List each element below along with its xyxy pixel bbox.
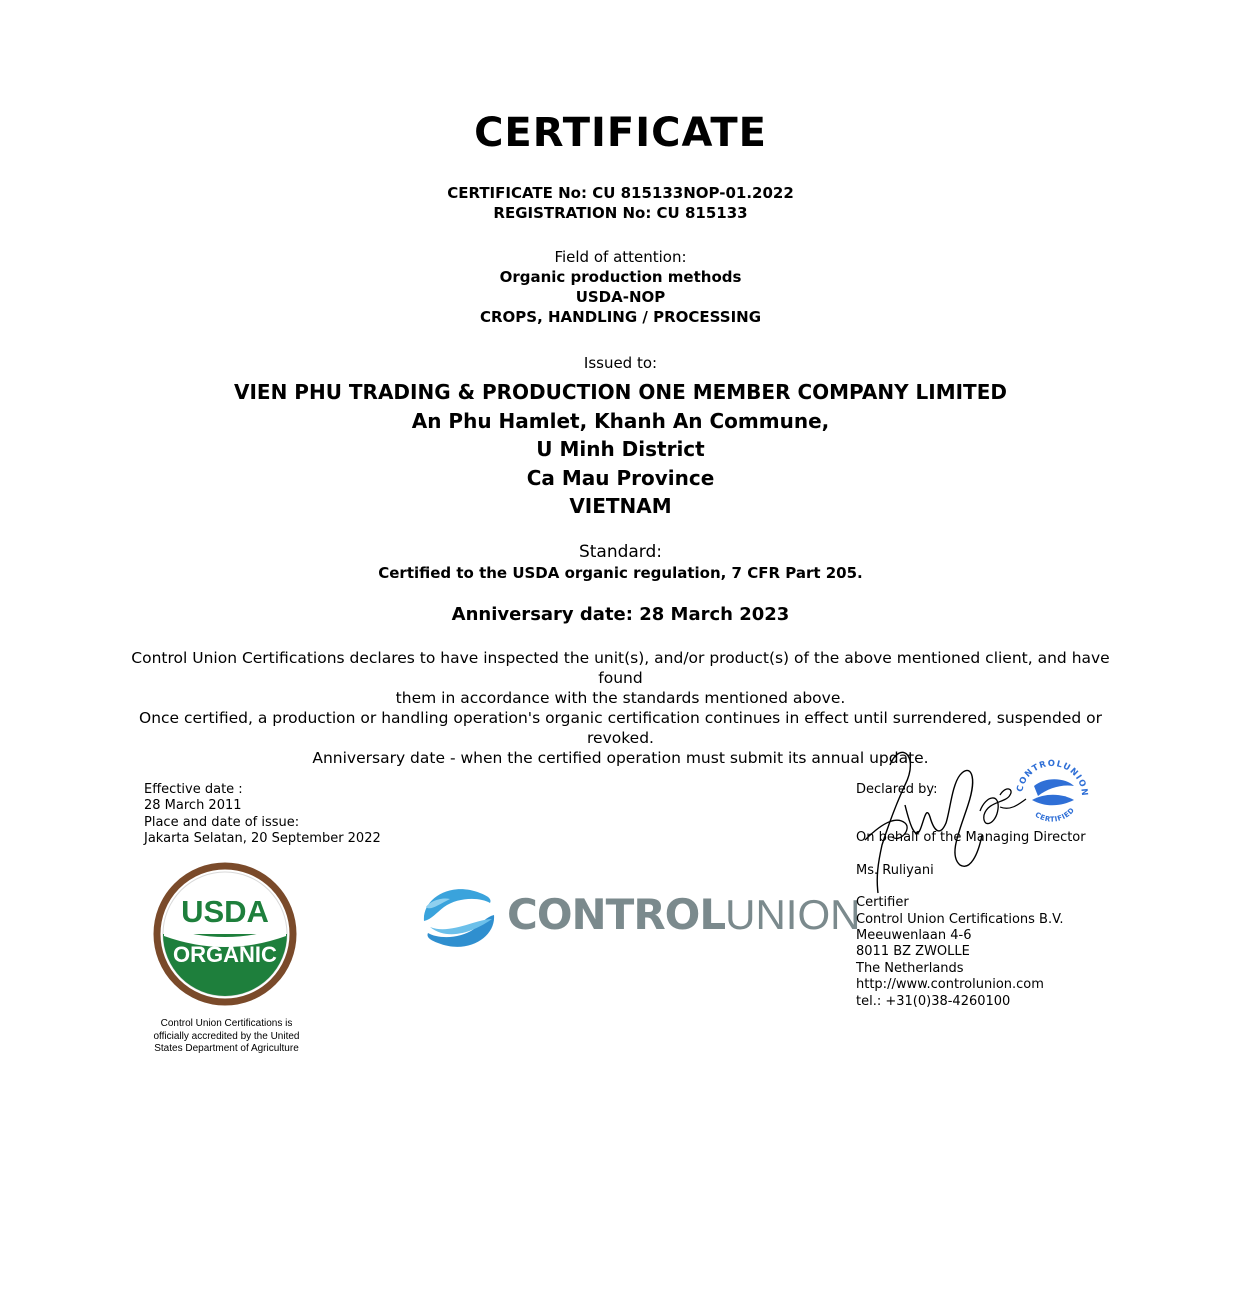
effective-date-label: Effective date : bbox=[144, 782, 243, 797]
on-behalf-text: On behalf of the Managing Director bbox=[856, 830, 1086, 846]
certifier-postcode: 8011 BZ ZWOLLE bbox=[856, 944, 970, 960]
company-name: VIEN PHU TRADING & PRODUCTION ONE MEMBER COMPANY LIMITED bbox=[234, 380, 1007, 404]
certifier-phone: tel.: +31(0)38-4260100 bbox=[856, 993, 1011, 1009]
usda-seal-top-text: USDA bbox=[181, 894, 269, 929]
certifier-country: The Netherlands bbox=[856, 960, 964, 976]
certificate-numbers bbox=[0, 183, 1241, 223]
anniversary-date: Anniversary date: 28 March 2023 bbox=[451, 604, 790, 625]
issue-details bbox=[144, 782, 381, 848]
standard-text: Certified to the USDA organic regulation, 7 CFR Part 205. bbox=[378, 564, 863, 582]
wordmark-bold: CONTROL bbox=[507, 890, 726, 939]
standard-label: Standard: bbox=[578, 542, 663, 562]
certified-stamp-icon bbox=[1012, 756, 1092, 836]
declaration-line: them in accordance with the standards mentioned above. bbox=[395, 689, 846, 707]
address-line: Ca Mau Province bbox=[526, 465, 715, 490]
declared-by-label: Declared by: bbox=[856, 782, 938, 797]
certifier-label: Certifier bbox=[856, 895, 909, 911]
address-line: U Minh District bbox=[536, 437, 705, 461]
place-date: Jakarta Selatan, 20 September 2022 bbox=[144, 831, 381, 847]
usda-seal-bottom-text: ORGANIC bbox=[173, 942, 277, 967]
field-line: CROPS, HANDLING / PROCESSING bbox=[479, 308, 762, 326]
usda-caption-line: officially accredited by the United bbox=[153, 1030, 300, 1042]
registration-number: REGISTRATION No: CU 815133 bbox=[493, 204, 748, 222]
usda-caption bbox=[144, 1018, 309, 1056]
declaration-line: Once certified, a production or handling operation's organic certification continues in effect until surrendered, suspended or revoked. bbox=[139, 709, 1102, 747]
field-label: Field of attention: bbox=[554, 248, 687, 266]
wordmark-light: UNION bbox=[725, 891, 861, 938]
control-union-wordmark bbox=[507, 885, 860, 945]
company-address bbox=[0, 378, 1241, 521]
control-union-logo bbox=[420, 885, 498, 957]
stamp-top-text: CONTROLUNION bbox=[1015, 758, 1090, 798]
control-union-wave-icon bbox=[420, 885, 498, 953]
place-date-label: Place and date of issue: bbox=[144, 814, 300, 830]
effective-date: 28 March 2011 bbox=[144, 798, 242, 814]
address-line: An Phu Hamlet, Khanh An Commune, bbox=[411, 408, 830, 433]
svg-text:CERTIFIED bbox=[1034, 806, 1077, 824]
usda-caption-line: Control Union Certifications is bbox=[160, 1018, 293, 1029]
field-of-attention bbox=[0, 247, 1241, 327]
field-line: Organic production methods bbox=[499, 268, 742, 286]
issued-to-label: Issued to: bbox=[583, 354, 658, 372]
declaration-line: Control Union Certifications declares to have inspected the unit(s), and/or product(s) of the above mentioned client, and have found bbox=[131, 649, 1110, 687]
certifier-company: Control Union Certifications B.V. bbox=[856, 911, 1064, 927]
signatory-name: Ms. Ruliyani bbox=[856, 862, 934, 878]
control-union-certified-stamp bbox=[1012, 756, 1092, 840]
declaration-line: Anniversary date - when the certified operation must submit its annual update. bbox=[312, 749, 929, 767]
stamp-bottom-text: CERTIFIED bbox=[1033, 806, 1077, 824]
certificate-title: CERTIFICATE bbox=[474, 110, 767, 156]
usda-organic-seal bbox=[144, 862, 309, 1056]
usda-caption-line: States Department of Agriculture bbox=[154, 1043, 299, 1054]
usda-seal-icon bbox=[144, 862, 309, 1008]
certifier-street: Meeuwenlaan 4-6 bbox=[856, 928, 972, 944]
certifier-website: http://www.controlunion.com bbox=[856, 977, 1044, 993]
field-line: USDA-NOP bbox=[575, 288, 666, 306]
certificate-number: CERTIFICATE No: CU 815133NOP-01.2022 bbox=[447, 184, 794, 202]
address-country: VIETNAM bbox=[569, 494, 672, 518]
svg-text:CONTROLUNION bbox=[1015, 759, 1089, 797]
